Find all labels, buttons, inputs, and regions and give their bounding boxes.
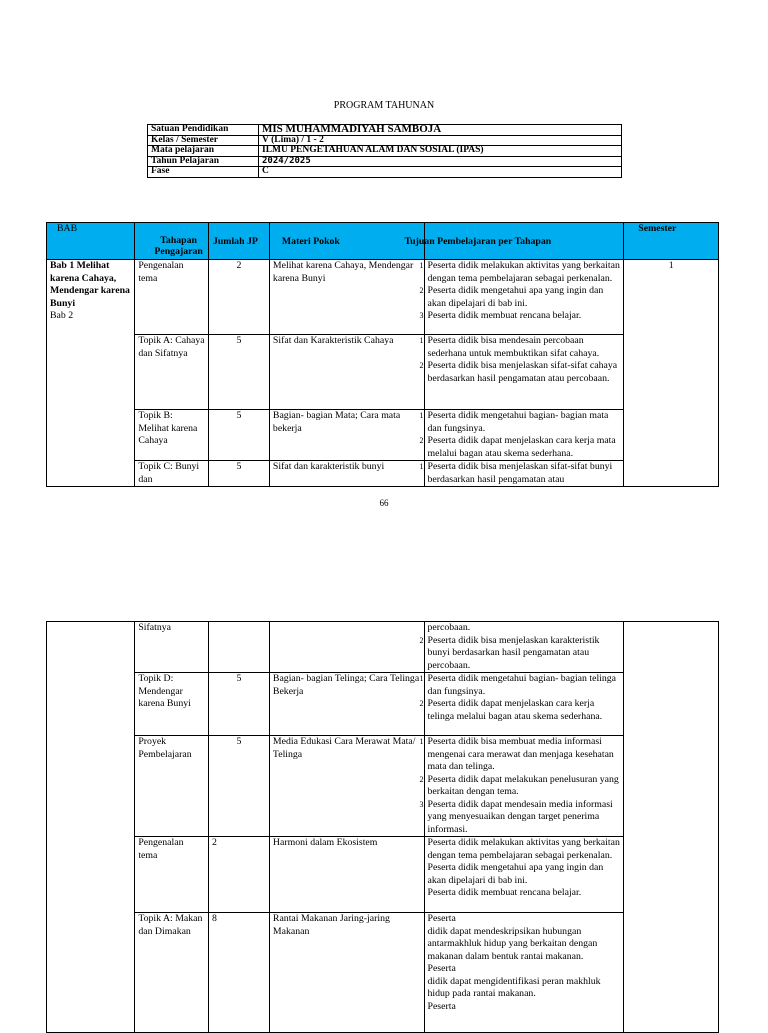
page-number: 66 — [379, 498, 389, 508]
list-item: 2. Peserta didik bisa menjelaskan karakteristik bunyi berdasarkan hasil pengamatan atau percobaan. — [419, 634, 600, 671]
list-item: didik dapat mendeskripsikan hubungan antarmakhluk hidup yang berkaitan dengan makanan dalam bentuk rantai makanan. — [427, 925, 598, 962]
document-title: PROGRAM TAHUNAN — [333, 100, 435, 111]
tahapan-cell: Topik D: Mendengar karena Bunyi — [135, 673, 209, 736]
materi-cell: Sifat dan karakteristik bunyi — [269, 461, 424, 487]
tujuan-cell — [419, 410, 624, 461]
table-row — [47, 837, 719, 913]
tahapan-cell: Topik A: Makan dan Dimakan — [135, 913, 209, 1033]
identity-key: Satuan Pendidikan — [148, 125, 259, 136]
header-tujuan: Tujuan Pembelajaran per Tahapan — [424, 223, 624, 260]
table-header-row — [47, 223, 719, 260]
identity-value: 2024/2025 — [259, 156, 622, 167]
program-table-page-2 — [46, 621, 719, 1033]
tujuan-cell — [419, 736, 624, 837]
identity-key: Fase — [148, 167, 259, 178]
table-row — [47, 335, 719, 410]
jp-cell: 5 — [208, 673, 269, 736]
list-item: Peserta didik mengetahui apa yang ingin dan akan dipelajari di bab ini. — [427, 862, 604, 886]
identity-value: V (Lima) / 1 - 2 — [259, 135, 622, 146]
list-item: Peserta didik membuat rencana belajar. — [427, 887, 582, 898]
identity-value: C — [259, 167, 622, 178]
tahapan-cell: Proyek Pembelajaran — [135, 736, 209, 837]
table-row — [47, 673, 719, 736]
header-jumlah-jp: Jumlah JP — [208, 223, 269, 260]
table-row — [47, 410, 719, 461]
list-item: 2. Peserta didik mengetahui apa yang ingin dan akan dipelajari di bab ini. — [419, 285, 604, 309]
identity-row — [148, 167, 622, 178]
identity-key: Kelas / Semester — [148, 135, 259, 146]
header-materi-pokok: Materi Pokok — [269, 223, 424, 260]
materi-cell: Bagian- bagian Mata; Cara mata bekerja — [269, 410, 424, 461]
bab-cell — [47, 622, 135, 1033]
materi-cell: Rantai Makanan Jaring-jaring Makanan — [269, 913, 424, 1033]
bab-title: Bab 1 Melihat karena Cahaya, Mendengar karena Bunyi — [50, 260, 130, 309]
materi-cell: Media Edukasi Cara Merawat Mata/ Telinga — [269, 736, 424, 837]
tujuan-cell — [419, 673, 624, 736]
identity-value: ILMU PENGETAHUAN ALAM DAN SOSIAL (IPAS) — [259, 146, 622, 157]
tujuan-cell — [424, 837, 624, 913]
tahapan-cell: Topik B: Melihat karena Cahaya — [135, 410, 209, 461]
table-row — [47, 260, 719, 335]
identity-row — [148, 156, 622, 167]
tahapan-cell: Topik A: Cahaya dan Sifatnya — [135, 335, 209, 410]
tujuan-continuation: percobaan. — [427, 622, 471, 633]
list-item: Peserta — [427, 913, 456, 924]
tahapan-cell: Pengenalan tema — [135, 260, 209, 335]
list-item: 2. Peserta didik dapat melakukan penelusuran yang berkaitan dengan tema. — [419, 773, 619, 797]
list-item: 1. Peserta didik melakukan aktivitas yang berkaitan dengan tema pembelajaran sebagai perkenalan. — [419, 260, 620, 284]
list-item: 1. Peserta didik mengetahui bagian- bagian mata dan fungsinya. — [419, 410, 609, 434]
materi-cell: Sifat dan Karakteristik Cahaya — [269, 335, 424, 410]
list-item: didik dapat mengidentifikasi peran makhluk hidup pada rantai makanan. — [427, 975, 601, 999]
materi-cell — [269, 622, 424, 673]
jp-cell: 5 — [208, 461, 269, 487]
identity-key: Mata pelajaran — [148, 146, 259, 157]
jp-cell — [208, 622, 269, 673]
tahapan-cell: Pengenalan tema — [135, 837, 209, 913]
list-item: 1. Peserta didik bisa membuat media informasi mengenai cara merawat dan menjaga kesehatan mata dan telinga. — [419, 736, 614, 772]
list-item: 1. Peserta didik bisa menjelaskan sifat-sifat bunyi berdasarkan hasil pengamatan atau — [419, 461, 613, 485]
header-tahapan: Tahapan Pengajaran — [135, 223, 209, 260]
header-semester: Semester — [624, 223, 719, 260]
identity-row — [148, 135, 622, 146]
list-item: Peserta didik melakukan aktivitas yang berkaitan dengan tema pembelajaran sebagai perkenalan. — [427, 837, 620, 861]
bab-cell — [47, 260, 135, 487]
identity-value: MIS MUHAMMADIYAH SAMBOJA — [259, 125, 622, 136]
materi-cell: Harmoni dalam Ekosistem — [269, 837, 424, 913]
bab-next: Bab 2 — [50, 310, 74, 321]
list-item: 3. Peserta didik dapat mendesain media informasi yang menyesuaikan dengan target penerima informasi. — [419, 798, 613, 835]
tahapan-cell: Sifatnya — [135, 622, 209, 673]
jp-cell: 5 — [208, 410, 269, 461]
identity-row — [148, 146, 622, 157]
list-item: Peserta — [427, 1000, 456, 1012]
list-item: 3. Peserta didik membuat rencana belajar. — [419, 310, 582, 321]
jp-cell: 2 — [208, 260, 269, 335]
jp-cell: 5 — [208, 736, 269, 837]
header-bab: BAB — [47, 223, 135, 260]
table-row — [47, 461, 719, 487]
jp-cell: 5 — [208, 335, 269, 410]
program-table-page-1 — [46, 222, 719, 487]
table-row — [47, 913, 719, 1033]
list-item: 2. Peserta didik bisa menjelaskan sifat-sifat cahaya berdasarkan hasil pengamatan atau percobaan. — [419, 360, 618, 384]
identity-row — [148, 125, 622, 136]
table-row — [47, 622, 719, 673]
jp-cell: 2 — [208, 837, 269, 913]
table-row — [47, 736, 719, 837]
identity-key: Tahun Pelajaran — [148, 156, 259, 167]
tujuan-cell — [419, 335, 624, 410]
tujuan-cell — [419, 260, 624, 335]
tujuan-cell — [419, 622, 624, 673]
jp-cell: 8 — [208, 913, 269, 1033]
tujuan-cell — [424, 913, 624, 1033]
materi-cell: Melihat karena Cahaya, Mendengar karena Bunyi — [269, 260, 424, 335]
identity-table — [147, 124, 622, 178]
semester-cell: 1 — [624, 260, 719, 487]
list-item: 1. Peserta didik bisa mendesain percobaan sederhana untuk membuktikan sifat cahaya. — [419, 335, 600, 359]
tahapan-cell: Topik C: Bunyi dan — [135, 461, 209, 487]
tujuan-cell — [419, 461, 624, 487]
materi-cell: Bagian- bagian Telinga; Cara Telinga Bekerja — [269, 673, 424, 736]
list-item: 1. Peserta didik mengetahui bagian- bagian telinga dan fungsinya. — [419, 673, 617, 697]
list-item: 2. Peserta didik dapat menjelaskan cara kerja telinga melalui bagan atau skema sederhana. — [419, 698, 603, 722]
list-item: Peserta — [427, 963, 456, 974]
semester-cell — [624, 622, 719, 1033]
list-item: 2. Peserta didik dapat menjelaskan cara kerja mata melalui bagan atau skema sederhana. — [419, 435, 616, 459]
